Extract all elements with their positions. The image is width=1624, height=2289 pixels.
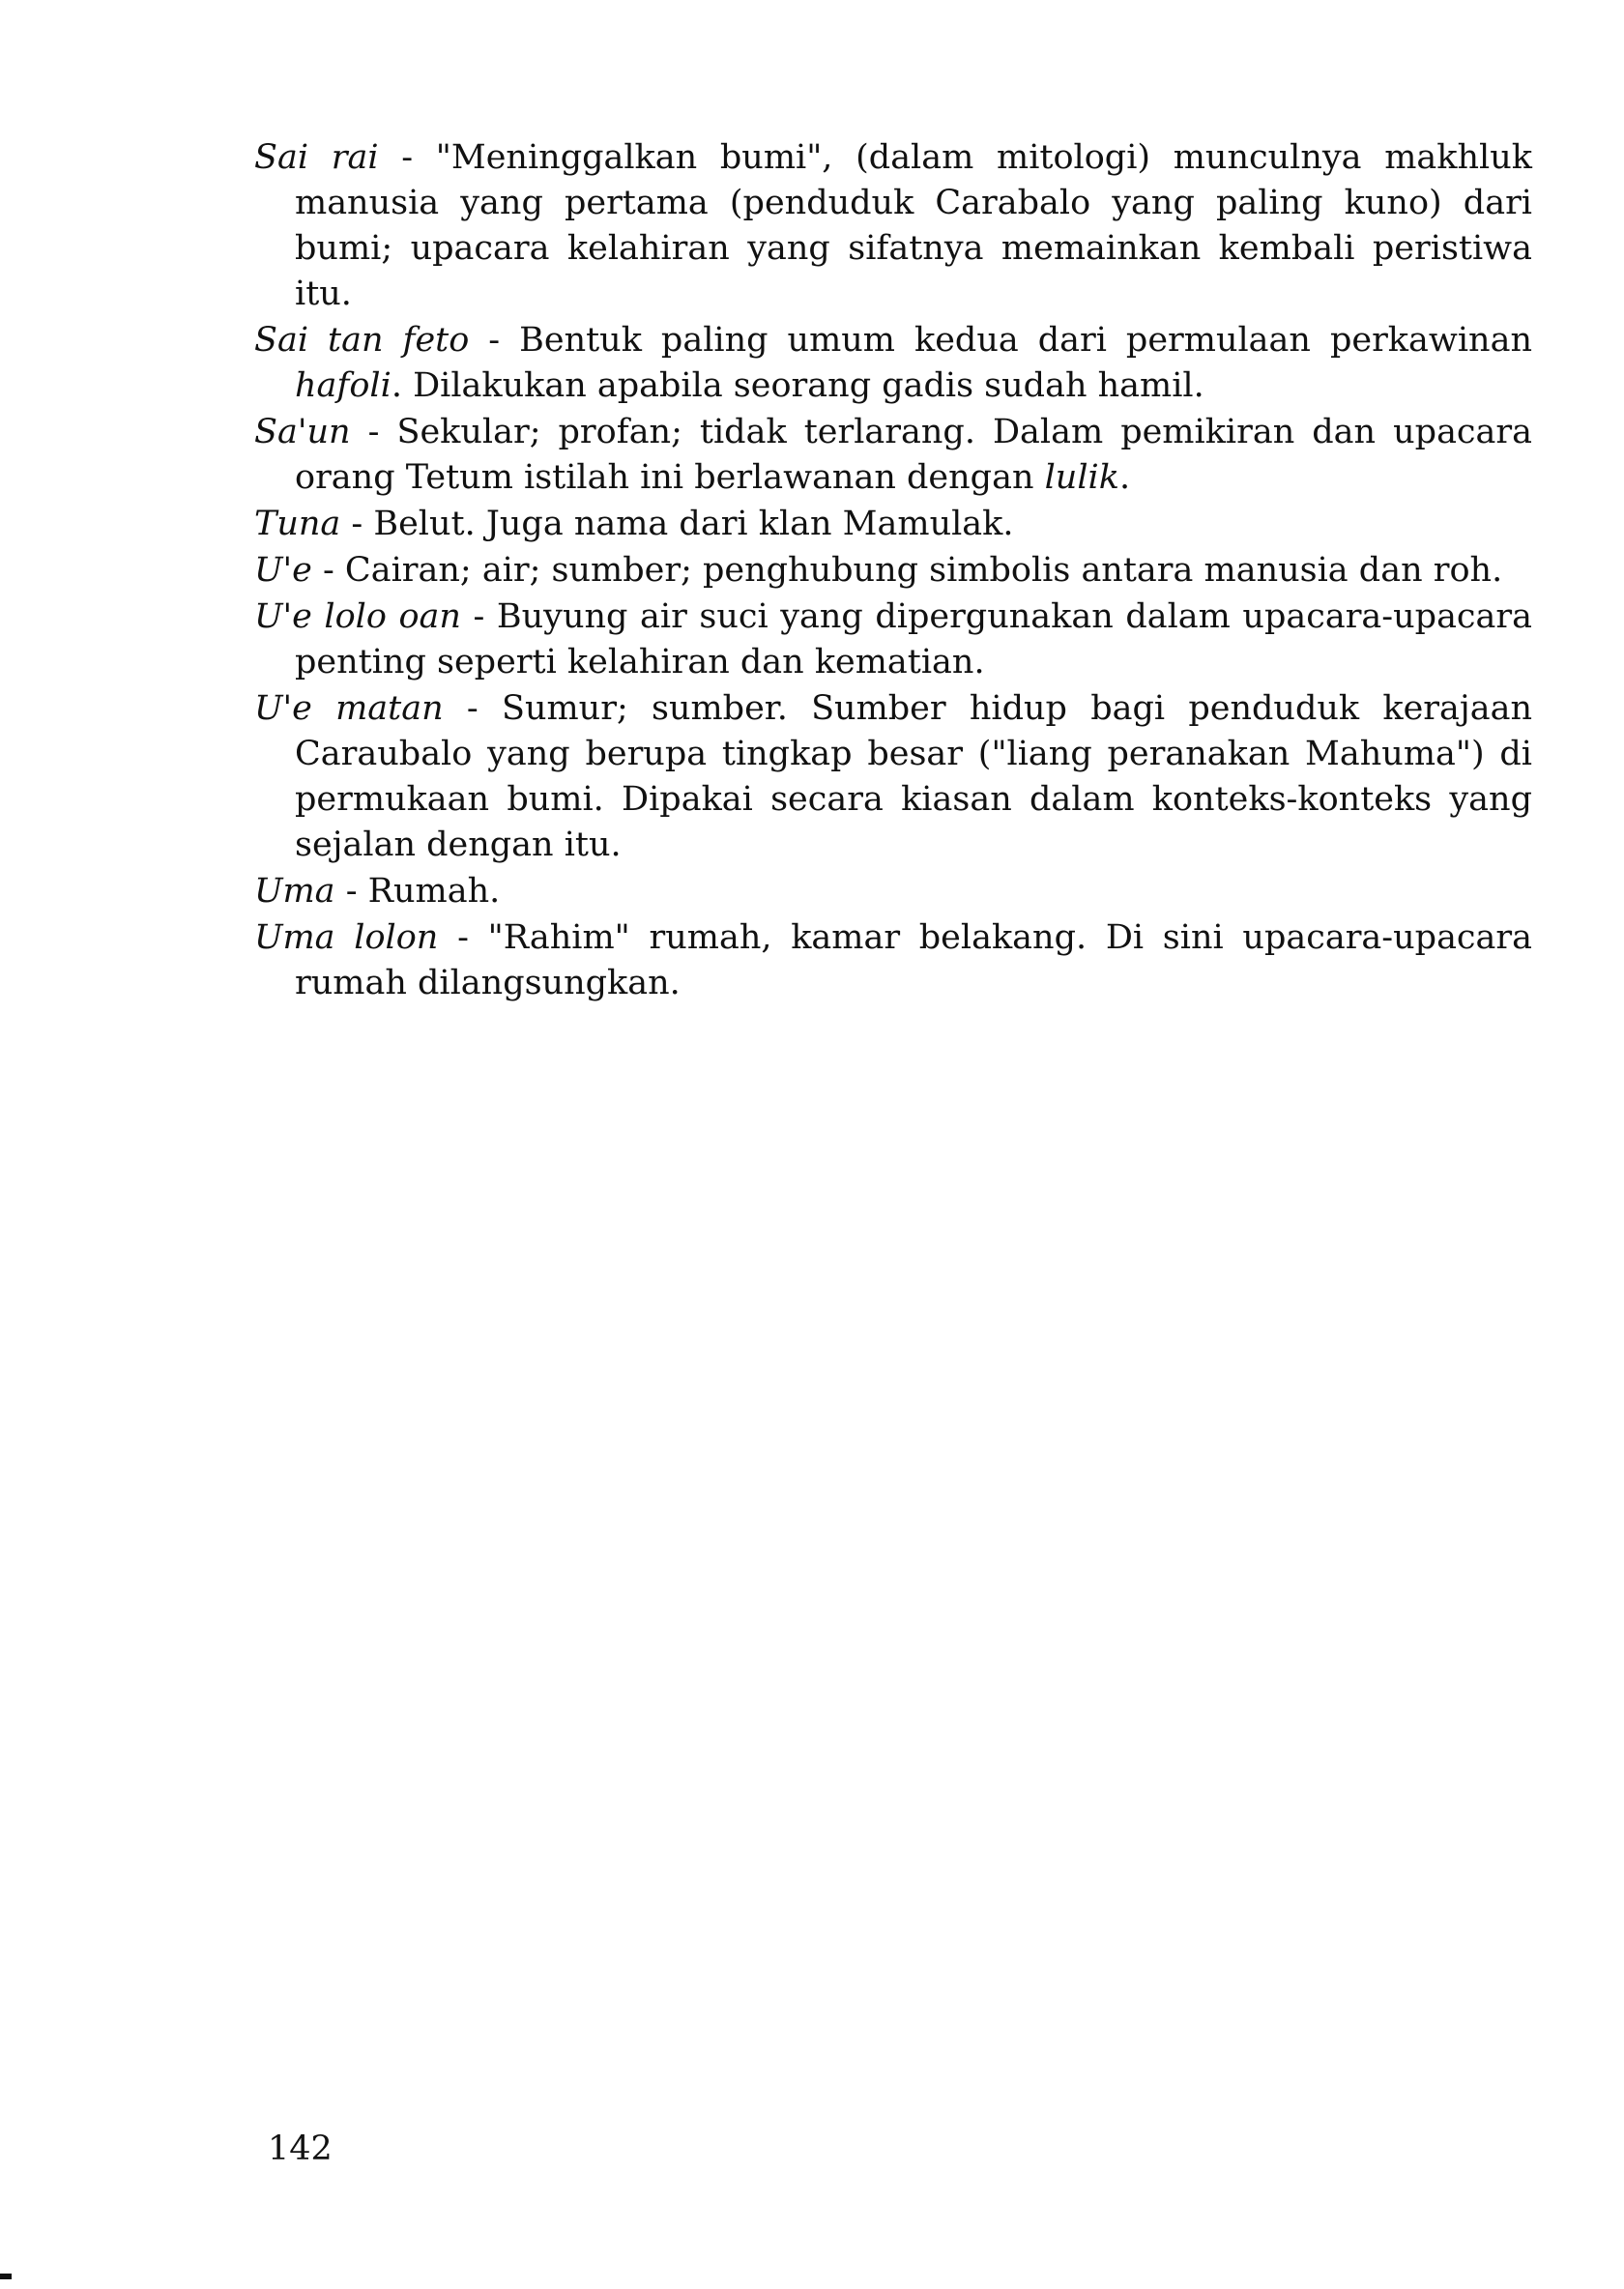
entry-separator: - bbox=[378, 138, 436, 177]
entry-italic-word: hafoli bbox=[295, 366, 392, 405]
entry-separator: - bbox=[438, 918, 488, 957]
glossary-entry bbox=[254, 869, 1532, 914]
entry-definition: Buyung air suci yang dipergunakan dalam upacara-upacara penting seperti kelahiran dan kematian. bbox=[295, 597, 1533, 681]
glossary-entry bbox=[254, 135, 1532, 317]
entry-term: U'e matan bbox=[254, 689, 444, 728]
entry-separator: - bbox=[443, 689, 502, 728]
entry-definition: Bentuk paling umum kedua dari permulaan perkawinan bbox=[519, 321, 1532, 360]
entry-definition: Sekular; profan; tidak terlarang. Dalam pemikiran dan upacara orang Tetum istilah ini berlawanan dengan bbox=[295, 413, 1533, 497]
entry-term: Sai tan feto bbox=[254, 321, 470, 360]
glossary-entry bbox=[254, 686, 1532, 868]
entry-definition: "Rahim" rumah, kamar belakang. Di sini upacara-upacara rumah dilangsungkan. bbox=[295, 918, 1532, 1002]
entry-separator: - bbox=[311, 551, 345, 590]
entry-definition: Cairan; air; sumber; penghubung simbolis antara manusia dan roh. bbox=[344, 551, 1503, 590]
glossary-entry bbox=[254, 594, 1532, 685]
entry-separator: - bbox=[350, 413, 397, 451]
glossary-entry bbox=[254, 502, 1532, 547]
glossary-entry bbox=[254, 548, 1532, 594]
entry-definition: Belut. Juga nama dari klan Mamulak. bbox=[373, 505, 1014, 543]
entry-separator: - bbox=[460, 597, 497, 636]
scan-edge-mark bbox=[0, 2274, 12, 2279]
entry-definition-end: . bbox=[1118, 458, 1131, 497]
glossary-entry bbox=[254, 915, 1532, 1006]
entry-definition: Rumah. bbox=[367, 872, 501, 911]
entry-term: Sai rai bbox=[254, 138, 379, 177]
entry-definition: Sumur; sumber. Sumber hidup bagi penduduk kerajaan Caraubalo yang berupa tingkap besar ("liang peranakan Mahuma") di permukaan bumi. Dipakai secara kiasan dalam konteks-konteks yang sejalan dengan itu. bbox=[295, 689, 1533, 864]
entry-definition-end: . Dilakukan apabila seorang gadis sudah hamil. bbox=[391, 366, 1204, 405]
entry-separator: - bbox=[340, 505, 374, 543]
entry-term: Tuna bbox=[254, 505, 341, 543]
entry-term: U'e lolo oan bbox=[254, 597, 461, 636]
entry-definition: "Meninggalkan bumi", (dalam mitologi) munculnya makhluk manusia yang pertama (penduduk Carabalo yang paling kuno) dari bumi; upacara kelahiran yang sifatnya memainkan kembali peristiwa itu. bbox=[295, 138, 1532, 313]
entry-separator: - bbox=[334, 872, 368, 911]
entry-italic-word: lulik bbox=[1044, 458, 1119, 497]
glossary-list bbox=[254, 135, 1532, 1006]
entry-term: Uma lolon bbox=[254, 918, 439, 957]
entry-term: Sa'un bbox=[254, 413, 351, 451]
glossary-entry bbox=[254, 410, 1532, 501]
entry-term: U'e bbox=[254, 551, 312, 590]
glossary-entry bbox=[254, 318, 1532, 409]
entry-term: Uma bbox=[254, 872, 335, 911]
page-number: 142 bbox=[268, 2130, 333, 2168]
entry-separator: - bbox=[469, 321, 520, 360]
